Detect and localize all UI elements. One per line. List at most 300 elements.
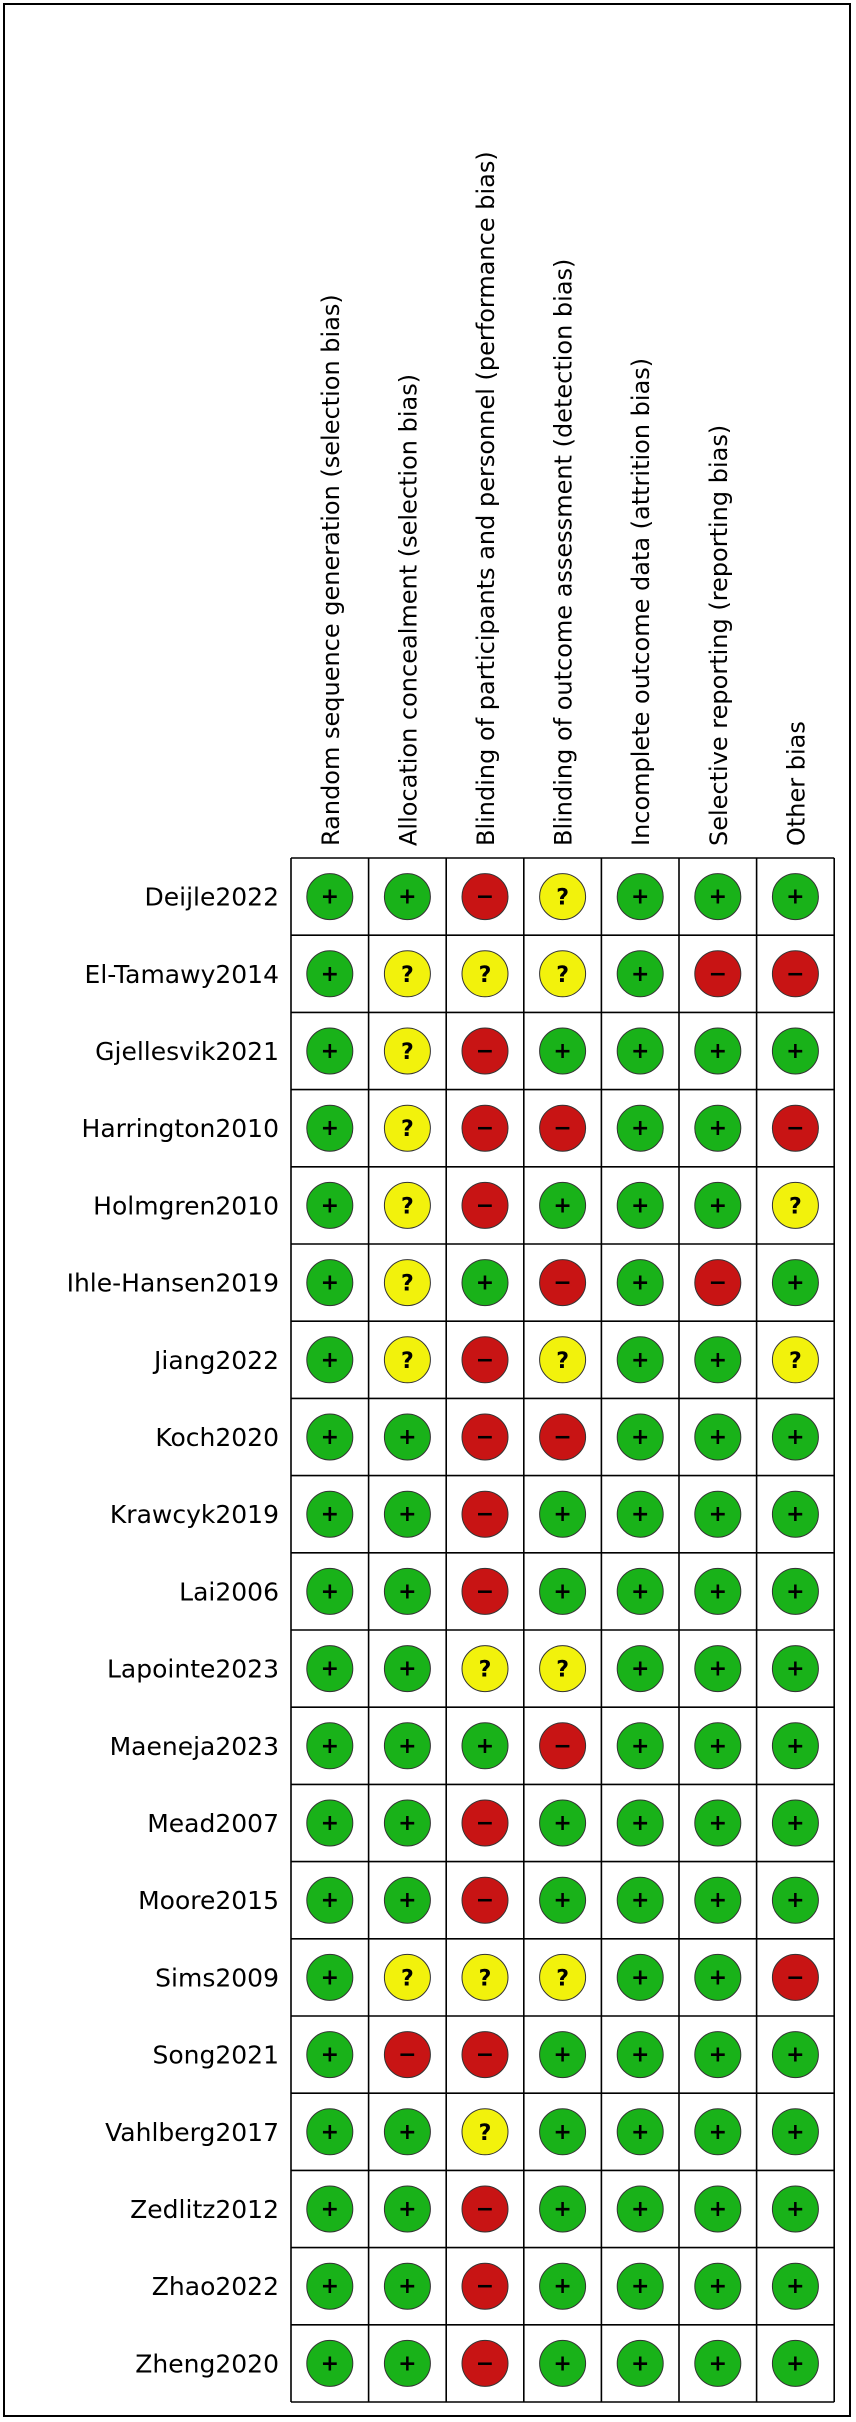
column-header: Other bias (782, 721, 811, 846)
rating-glyph: + (320, 2274, 340, 2300)
rating-cell (384, 1105, 430, 1151)
rating-glyph: + (786, 1656, 805, 1682)
rating-glyph: + (708, 1347, 728, 1373)
rating-cell (617, 2340, 663, 2386)
rating-glyph: + (398, 1502, 417, 1528)
rating-glyph: + (320, 1425, 340, 1450)
rating-glyph: + (630, 2119, 650, 2145)
rating-cell (540, 1491, 586, 1537)
rating-glyph: + (398, 884, 417, 910)
study-label: Zheng2020 (135, 2349, 279, 2379)
rating-glyph: + (630, 1733, 650, 1759)
rating-glyph: + (708, 1888, 728, 1914)
rating-glyph: + (320, 1039, 340, 1064)
rating-glyph: − (475, 2042, 495, 2068)
rating-glyph: + (786, 1502, 805, 1528)
rating-cell (617, 2186, 663, 2232)
rating-cell (384, 1337, 430, 1383)
rating-glyph: − (475, 2197, 495, 2222)
rating-glyph: + (786, 1811, 805, 1836)
rating-cell (384, 951, 430, 997)
rating-cell (695, 874, 741, 920)
rating-glyph: + (553, 2351, 572, 2377)
rating-glyph: ? (401, 1271, 414, 1297)
rating-glyph: + (320, 1116, 340, 1142)
rating-cell (695, 1646, 741, 1692)
rating-glyph: ? (556, 885, 569, 911)
rating-glyph: + (708, 1579, 728, 1605)
rating-glyph: + (553, 2197, 572, 2222)
rating-cell (462, 1414, 508, 1460)
study-row (107, 1646, 818, 1692)
rating-cell (384, 1491, 430, 1537)
rating-cell (695, 951, 741, 997)
rating-cell (617, 1337, 663, 1383)
study-label: Holmgren2010 (93, 1191, 279, 1221)
rating-cell (540, 1800, 586, 1846)
rating-cell (617, 1105, 663, 1151)
rating-cell (695, 1800, 741, 1846)
rating-cell (617, 2032, 663, 2078)
rating-cell (384, 1260, 430, 1306)
study-label: Zhao2022 (151, 2272, 279, 2302)
rating-glyph: + (786, 1888, 805, 1914)
rating-glyph: − (475, 1347, 495, 1373)
rating-glyph: + (398, 1888, 417, 1914)
rating-glyph: + (630, 1965, 650, 1991)
rating-cell (384, 2340, 430, 2386)
rating-cell (384, 1646, 430, 1692)
rating-cell (617, 1568, 663, 1614)
rating-glyph: − (708, 961, 728, 987)
rating-glyph: + (398, 2351, 417, 2377)
rating-glyph: + (398, 1811, 417, 1836)
rating-cell (617, 1028, 663, 1074)
rating-glyph: + (786, 2351, 805, 2377)
rating-cell (617, 951, 663, 997)
study-row (95, 1028, 818, 1074)
rating-cell (307, 2032, 353, 2078)
rating-cell (307, 2340, 353, 2386)
rating-cell (307, 874, 353, 920)
column-header: Random sequence generation (selection bias) (316, 294, 345, 846)
rating-cell (772, 2263, 818, 2309)
rating-cell (695, 1954, 741, 2000)
rating-glyph: + (708, 1733, 728, 1759)
rating-glyph: ? (478, 962, 492, 988)
rating-cell (772, 1182, 818, 1228)
rating-cell (462, 1954, 508, 2000)
rating-glyph: ? (401, 1040, 414, 1065)
rating-glyph: + (786, 884, 805, 910)
rating-cell (307, 2186, 353, 2232)
rating-cell (695, 2186, 741, 2232)
rating-cell (772, 1337, 818, 1383)
rating-cell (462, 1105, 508, 1151)
rating-cell (384, 1568, 430, 1614)
rating-cell (307, 2109, 353, 2155)
rating-cell (617, 1877, 663, 1923)
rating-glyph: + (630, 1425, 650, 1450)
rating-cell (384, 874, 430, 920)
rating-glyph: + (630, 1270, 650, 1296)
rating-cell (617, 874, 663, 920)
rating-glyph: − (786, 1116, 805, 1142)
rating-glyph: ? (401, 962, 414, 988)
rating-cell (384, 1954, 430, 2000)
study-row (138, 1877, 818, 1923)
rating-glyph: + (553, 1502, 572, 1528)
rating-cell (617, 2263, 663, 2309)
rating-glyph: + (708, 1193, 728, 1219)
rating-glyph: ? (478, 1966, 492, 1992)
rating-glyph: + (398, 2274, 417, 2300)
rating-glyph: + (320, 1502, 340, 1528)
rating-cell (462, 2340, 508, 2386)
rating-cell (617, 1414, 663, 1460)
rating-glyph: + (630, 1579, 650, 1605)
rating-cell (617, 1260, 663, 1306)
rating-glyph: + (708, 2042, 728, 2068)
rating-glyph: − (475, 2351, 495, 2377)
rating-glyph: + (786, 1425, 805, 1450)
rating-cell (772, 2109, 818, 2155)
rating-glyph: + (320, 1965, 340, 1991)
rating-glyph: − (786, 961, 805, 987)
rating-glyph: + (320, 961, 340, 987)
rating-glyph: + (320, 1656, 340, 1682)
study-label: Harrington2010 (81, 1114, 279, 1144)
study-label: El-Tamawy2014 (84, 959, 279, 989)
rating-glyph: + (708, 1116, 728, 1142)
rating-cell (462, 2032, 508, 2078)
rating-glyph: ? (478, 1657, 492, 1683)
rating-glyph: + (398, 1425, 417, 1450)
rating-glyph: ? (401, 1966, 414, 1992)
rating-cell (462, 2186, 508, 2232)
rating-cell (540, 1337, 586, 1383)
rating-cell (772, 1954, 818, 2000)
rating-cell (617, 1182, 663, 1228)
rating-glyph: + (786, 1733, 805, 1759)
rating-glyph: + (320, 2042, 340, 2068)
study-row (93, 1182, 818, 1228)
rating-cell (307, 1877, 353, 1923)
rating-cell (772, 1646, 818, 1692)
rating-cell (307, 1646, 353, 1692)
rating-glyph: − (475, 1039, 495, 1064)
rating-cell (772, 1260, 818, 1306)
rating-cell (307, 2263, 353, 2309)
rating-cell (384, 2032, 430, 2078)
rating-cell (540, 2186, 586, 2232)
study-row (135, 2340, 818, 2386)
rating-cell (307, 1491, 353, 1537)
rating-glyph: − (553, 1116, 572, 1142)
rating-glyph: + (320, 1888, 340, 1914)
column-header: Blinding of outcome assessment (detection bias) (549, 258, 578, 846)
rating-cell (462, 2109, 508, 2155)
study-label: Jiang2022 (154, 1345, 279, 1375)
rating-cell (540, 1568, 586, 1614)
rating-cell (462, 2263, 508, 2309)
rating-cell (307, 951, 353, 997)
study-row (152, 1337, 818, 1383)
rating-glyph: + (320, 2197, 340, 2222)
rating-cell (462, 1568, 508, 1614)
rating-glyph: + (630, 2274, 650, 2300)
rating-glyph: + (708, 2119, 728, 2145)
rating-glyph: + (398, 2197, 417, 2222)
rating-cell (307, 1182, 353, 1228)
rating-glyph: + (630, 1656, 650, 1682)
rating-glyph: + (708, 2351, 728, 2377)
study-label: Mead2007 (147, 1809, 279, 1838)
rating-cell (695, 2032, 741, 2078)
rating-cell (772, 1105, 818, 1151)
rating-glyph: − (475, 1888, 495, 1914)
rating-cell (540, 1260, 586, 1306)
rating-cell (384, 2263, 430, 2309)
rating-cell (307, 1105, 353, 1151)
rating-glyph: + (786, 1579, 805, 1605)
rating-glyph: − (475, 2274, 495, 2300)
rating-cell (307, 1260, 353, 1306)
rating-glyph: + (630, 1193, 650, 1219)
rating-cell (462, 1646, 508, 1692)
study-row (155, 1954, 818, 2000)
rating-cell (695, 1105, 741, 1151)
rating-glyph: + (630, 1502, 650, 1528)
study-label: Lai2006 (179, 1577, 279, 1607)
rating-glyph: + (320, 1193, 340, 1219)
rating-glyph: + (553, 1579, 572, 1605)
rating-cell (384, 1028, 430, 1074)
rating-cell (772, 1877, 818, 1923)
rating-cell (695, 1182, 741, 1228)
rating-glyph: + (553, 1888, 572, 1914)
study-label: Maeneja2023 (109, 1731, 279, 1761)
rating-cell (695, 1491, 741, 1537)
rating-glyph: + (786, 1039, 805, 1064)
rating-glyph: + (320, 1733, 340, 1759)
rating-cell (462, 1800, 508, 1846)
rating-glyph: + (398, 1656, 417, 1682)
study-row (67, 1260, 819, 1306)
rating-cell (695, 1260, 741, 1306)
rating-glyph: − (475, 1579, 495, 1605)
rating-cell (462, 1260, 508, 1306)
study-row (147, 1800, 818, 1846)
rating-glyph: − (475, 1811, 495, 1836)
study-row (179, 1568, 818, 1614)
rating-glyph: ? (789, 1194, 802, 1220)
rating-cell (384, 2109, 430, 2155)
rating-cell (462, 1491, 508, 1537)
rating-glyph: + (320, 1270, 340, 1296)
rating-glyph: − (553, 1733, 572, 1759)
rating-glyph: + (320, 884, 340, 910)
rating-glyph: − (398, 2042, 417, 2068)
rating-cell (307, 1337, 353, 1383)
rating-glyph: + (708, 884, 728, 910)
rating-cell (772, 1491, 818, 1537)
rating-cell (540, 2263, 586, 2309)
rating-glyph: + (630, 1039, 650, 1064)
rating-cell (772, 2340, 818, 2386)
column-header: Incomplete outcome data (attrition bias) (627, 357, 656, 846)
rating-glyph: − (475, 1425, 495, 1450)
rating-cell (617, 1646, 663, 1692)
study-label: Ihle-Hansen2019 (66, 1268, 279, 1298)
study-row (105, 2109, 818, 2155)
rating-cell (695, 1337, 741, 1383)
rating-cell (695, 1723, 741, 1769)
rating-glyph: + (708, 1502, 728, 1528)
rating-glyph: ? (556, 1348, 569, 1374)
rating-glyph: ? (789, 1348, 802, 1374)
rating-glyph: + (630, 1811, 650, 1836)
rating-cell (540, 2109, 586, 2155)
rating-glyph: + (553, 2042, 572, 2068)
rating-glyph: − (786, 1965, 805, 1991)
rating-glyph: + (708, 2274, 728, 2300)
rating-cell (772, 1414, 818, 1460)
rating-cell (772, 2032, 818, 2078)
rating-cell (540, 1723, 586, 1769)
rating-glyph: + (786, 2119, 805, 2145)
rating-glyph: + (708, 1656, 728, 1682)
rating-glyph: + (630, 961, 650, 987)
study-label: Krawcyk2019 (109, 1500, 279, 1530)
rating-cell (462, 1028, 508, 1074)
rating-glyph: ? (556, 1657, 569, 1683)
rating-cell (307, 1800, 353, 1846)
rating-cell (462, 1182, 508, 1228)
rating-cell (772, 1028, 818, 1074)
rating-cell (540, 951, 586, 997)
rating-glyph: ? (401, 1117, 414, 1143)
rating-cell (540, 1414, 586, 1460)
rating-cell (772, 951, 818, 997)
study-label: Vahlberg2017 (105, 2117, 279, 2147)
rating-glyph: + (708, 1811, 728, 1836)
rating-cell (462, 1723, 508, 1769)
rating-cell (307, 1723, 353, 1769)
column-header: Allocation concealment (selection bias) (394, 373, 423, 846)
rating-cell (695, 1877, 741, 1923)
study-label: Koch2020 (155, 1423, 279, 1452)
rating-cell (695, 2109, 741, 2155)
column-header: Blinding of participants and personnel (performance bias) (472, 151, 500, 846)
rating-cell (617, 1491, 663, 1537)
rating-glyph: + (398, 1579, 417, 1605)
rating-cell (462, 1877, 508, 1923)
rating-cell (695, 2340, 741, 2386)
rating-glyph: + (475, 1270, 495, 1296)
rating-glyph: ? (478, 2120, 492, 2146)
rating-cell (462, 1337, 508, 1383)
rating-glyph: + (630, 2351, 650, 2377)
study-row (155, 1414, 818, 1460)
rating-glyph: + (786, 1270, 805, 1296)
study-label: Deijle2022 (144, 882, 279, 912)
rating-cell (540, 1105, 586, 1151)
column-header: Selective reporting (reporting bias) (704, 424, 733, 846)
rating-cell (540, 1028, 586, 1074)
rating-glyph: + (630, 1116, 650, 1142)
rating-cell (540, 2032, 586, 2078)
rating-cell (384, 1182, 430, 1228)
rating-cell (617, 1800, 663, 1846)
column-headers (317, 151, 811, 846)
study-label: Sims2009 (155, 1963, 279, 1993)
rating-cell (540, 1182, 586, 1228)
rating-glyph: + (786, 2197, 805, 2222)
rating-cell (695, 2263, 741, 2309)
rating-cell (307, 1414, 353, 1460)
rating-glyph: ? (556, 962, 569, 988)
rating-glyph: + (708, 1965, 728, 1991)
rating-cell (695, 1028, 741, 1074)
rating-cell (617, 2109, 663, 2155)
rating-cell (384, 1414, 430, 1460)
rating-glyph: ? (401, 1194, 414, 1220)
study-label: Moore2015 (138, 1886, 279, 1916)
rating-glyph: ? (401, 1348, 414, 1374)
rating-cell (462, 874, 508, 920)
rating-glyph: − (475, 1502, 495, 1528)
rating-glyph: − (475, 1193, 495, 1219)
rating-glyph: + (553, 2274, 572, 2300)
rating-cell (307, 1028, 353, 1074)
rating-glyph: + (553, 1193, 572, 1219)
study-label: Song2021 (152, 2040, 279, 2070)
study-row (110, 1491, 818, 1537)
rating-glyph: + (320, 2119, 340, 2145)
rating-cell (772, 874, 818, 920)
rating-cell (540, 2340, 586, 2386)
rating-cell (617, 1954, 663, 2000)
rating-glyph: + (320, 2351, 340, 2377)
rating-cell (617, 1723, 663, 1769)
rating-glyph: − (553, 1425, 572, 1450)
rating-cell (772, 2186, 818, 2232)
study-row (85, 951, 819, 997)
rating-glyph: − (708, 1270, 728, 1296)
rating-glyph: + (708, 2197, 728, 2222)
rating-glyph: + (475, 1733, 495, 1759)
rating-cell (307, 1954, 353, 2000)
study-row (152, 2263, 819, 2309)
rating-glyph: + (630, 1347, 650, 1373)
rating-cell (307, 1568, 353, 1614)
rating-glyph: + (708, 1425, 728, 1450)
rating-cell (540, 1877, 586, 1923)
rating-glyph: + (786, 2042, 805, 2068)
table-grid (291, 858, 834, 2402)
rating-cell (540, 874, 586, 920)
study-label: Zedlitz2012 (130, 2195, 279, 2224)
rating-cell (772, 1723, 818, 1769)
rating-glyph: + (398, 1733, 417, 1759)
rating-glyph: + (553, 1811, 572, 1836)
rating-glyph: + (630, 884, 650, 910)
rating-glyph: + (320, 1347, 340, 1373)
study-row (152, 2032, 818, 2078)
rating-cell (695, 1568, 741, 1614)
rating-glyph: + (786, 2274, 805, 2300)
